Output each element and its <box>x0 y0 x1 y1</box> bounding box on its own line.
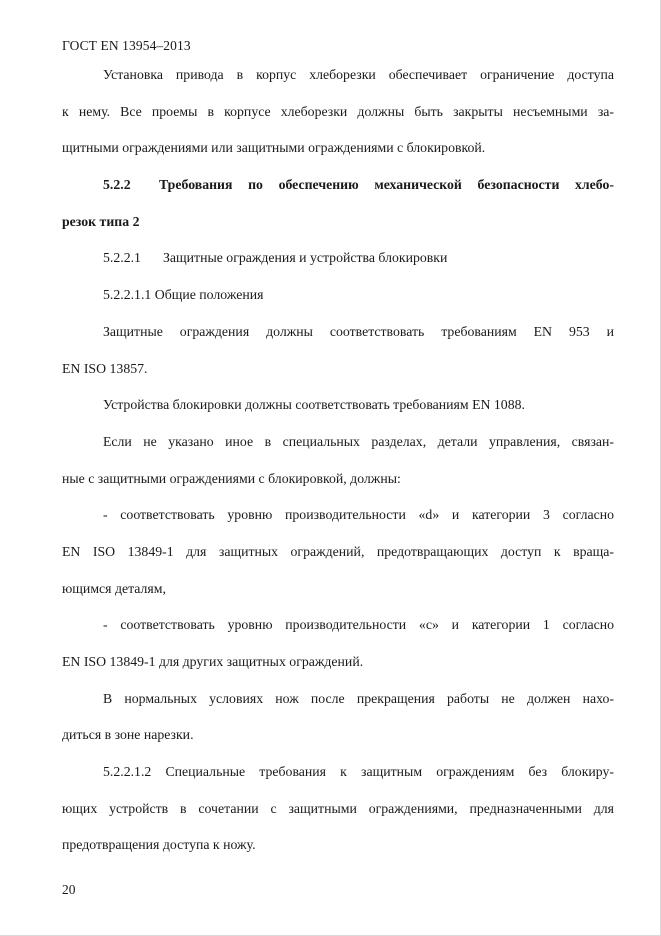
paragraph-line: диться в зоне нарезки. <box>62 727 194 743</box>
paragraph-line: к нему. Все проемы в корпусе хлеборезки должны быть закрыты несъемными за- <box>62 103 614 119</box>
paragraph-line: ющих устройств в сочетании с защитными ограждениями, предназначенными для <box>62 800 614 816</box>
document-body <box>62 64 614 871</box>
list-item-line: EN ISO 13849-1 для других защитных ограждений. <box>62 654 364 669</box>
paragraph-line: Установка привода в корпус хлеборезки обеспечивает ограничение доступа <box>103 67 614 82</box>
list-item-line: - соответствовать уровню производительности «d» и категории 3 согласно <box>103 507 614 523</box>
paragraph-line: В нормальных условиях нож после прекращения работы не должен нахо- <box>103 690 614 706</box>
paragraph-line: ные с защитными ограждениями с блокировкой, должны: <box>62 470 401 486</box>
list-item-line: ющимся деталям, <box>62 580 166 596</box>
subsection-heading-text: Защитные ограждения и устройства блокировки <box>163 250 448 266</box>
clause-heading: 5.2.2.1.1 Общие положения <box>103 287 264 303</box>
paragraph-line: EN ISO 13857. <box>62 360 148 376</box>
section-heading-text: Требования по обеспечению механической безопасности хлебо- <box>159 177 614 193</box>
list-item-line: - соответствовать уровню производительности «c» и категории 1 согласно <box>103 617 614 633</box>
paragraph-line: 5.2.2.1.2 Специальные требования к защитным ограждениям без блокиру- <box>103 764 614 780</box>
page-number: 20 <box>62 882 76 897</box>
paragraph-line: Если не указано иное в специальных разделах, детали управления, связан- <box>103 433 614 449</box>
paragraph-line: предотвращения доступа к ножу. <box>62 837 256 853</box>
section-heading-line: резок типа 2 <box>62 213 140 229</box>
paragraph-line: Защитные ограждения должны соответствовать требованиям EN 953 и <box>103 323 614 339</box>
paragraph-line: Устройства блокировки должны соответствовать требованиям EN 1088. <box>103 397 525 413</box>
section-number: 5.2.2 <box>103 177 131 193</box>
subsection-heading-5-2-2-1 <box>62 247 614 284</box>
list-item-line: EN ISO 13849-1 для защитных ограждений, предотвращающих доступ к враща- <box>62 543 614 559</box>
paragraph-line: щитными ограждениями или защитными ограждениями с блокировкой. <box>62 140 486 156</box>
subsection-number: 5.2.2.1 <box>103 250 141 266</box>
document-header: ГОСТ EN 13954–2013 <box>62 38 191 53</box>
section-heading-5-2-2 <box>62 174 614 211</box>
